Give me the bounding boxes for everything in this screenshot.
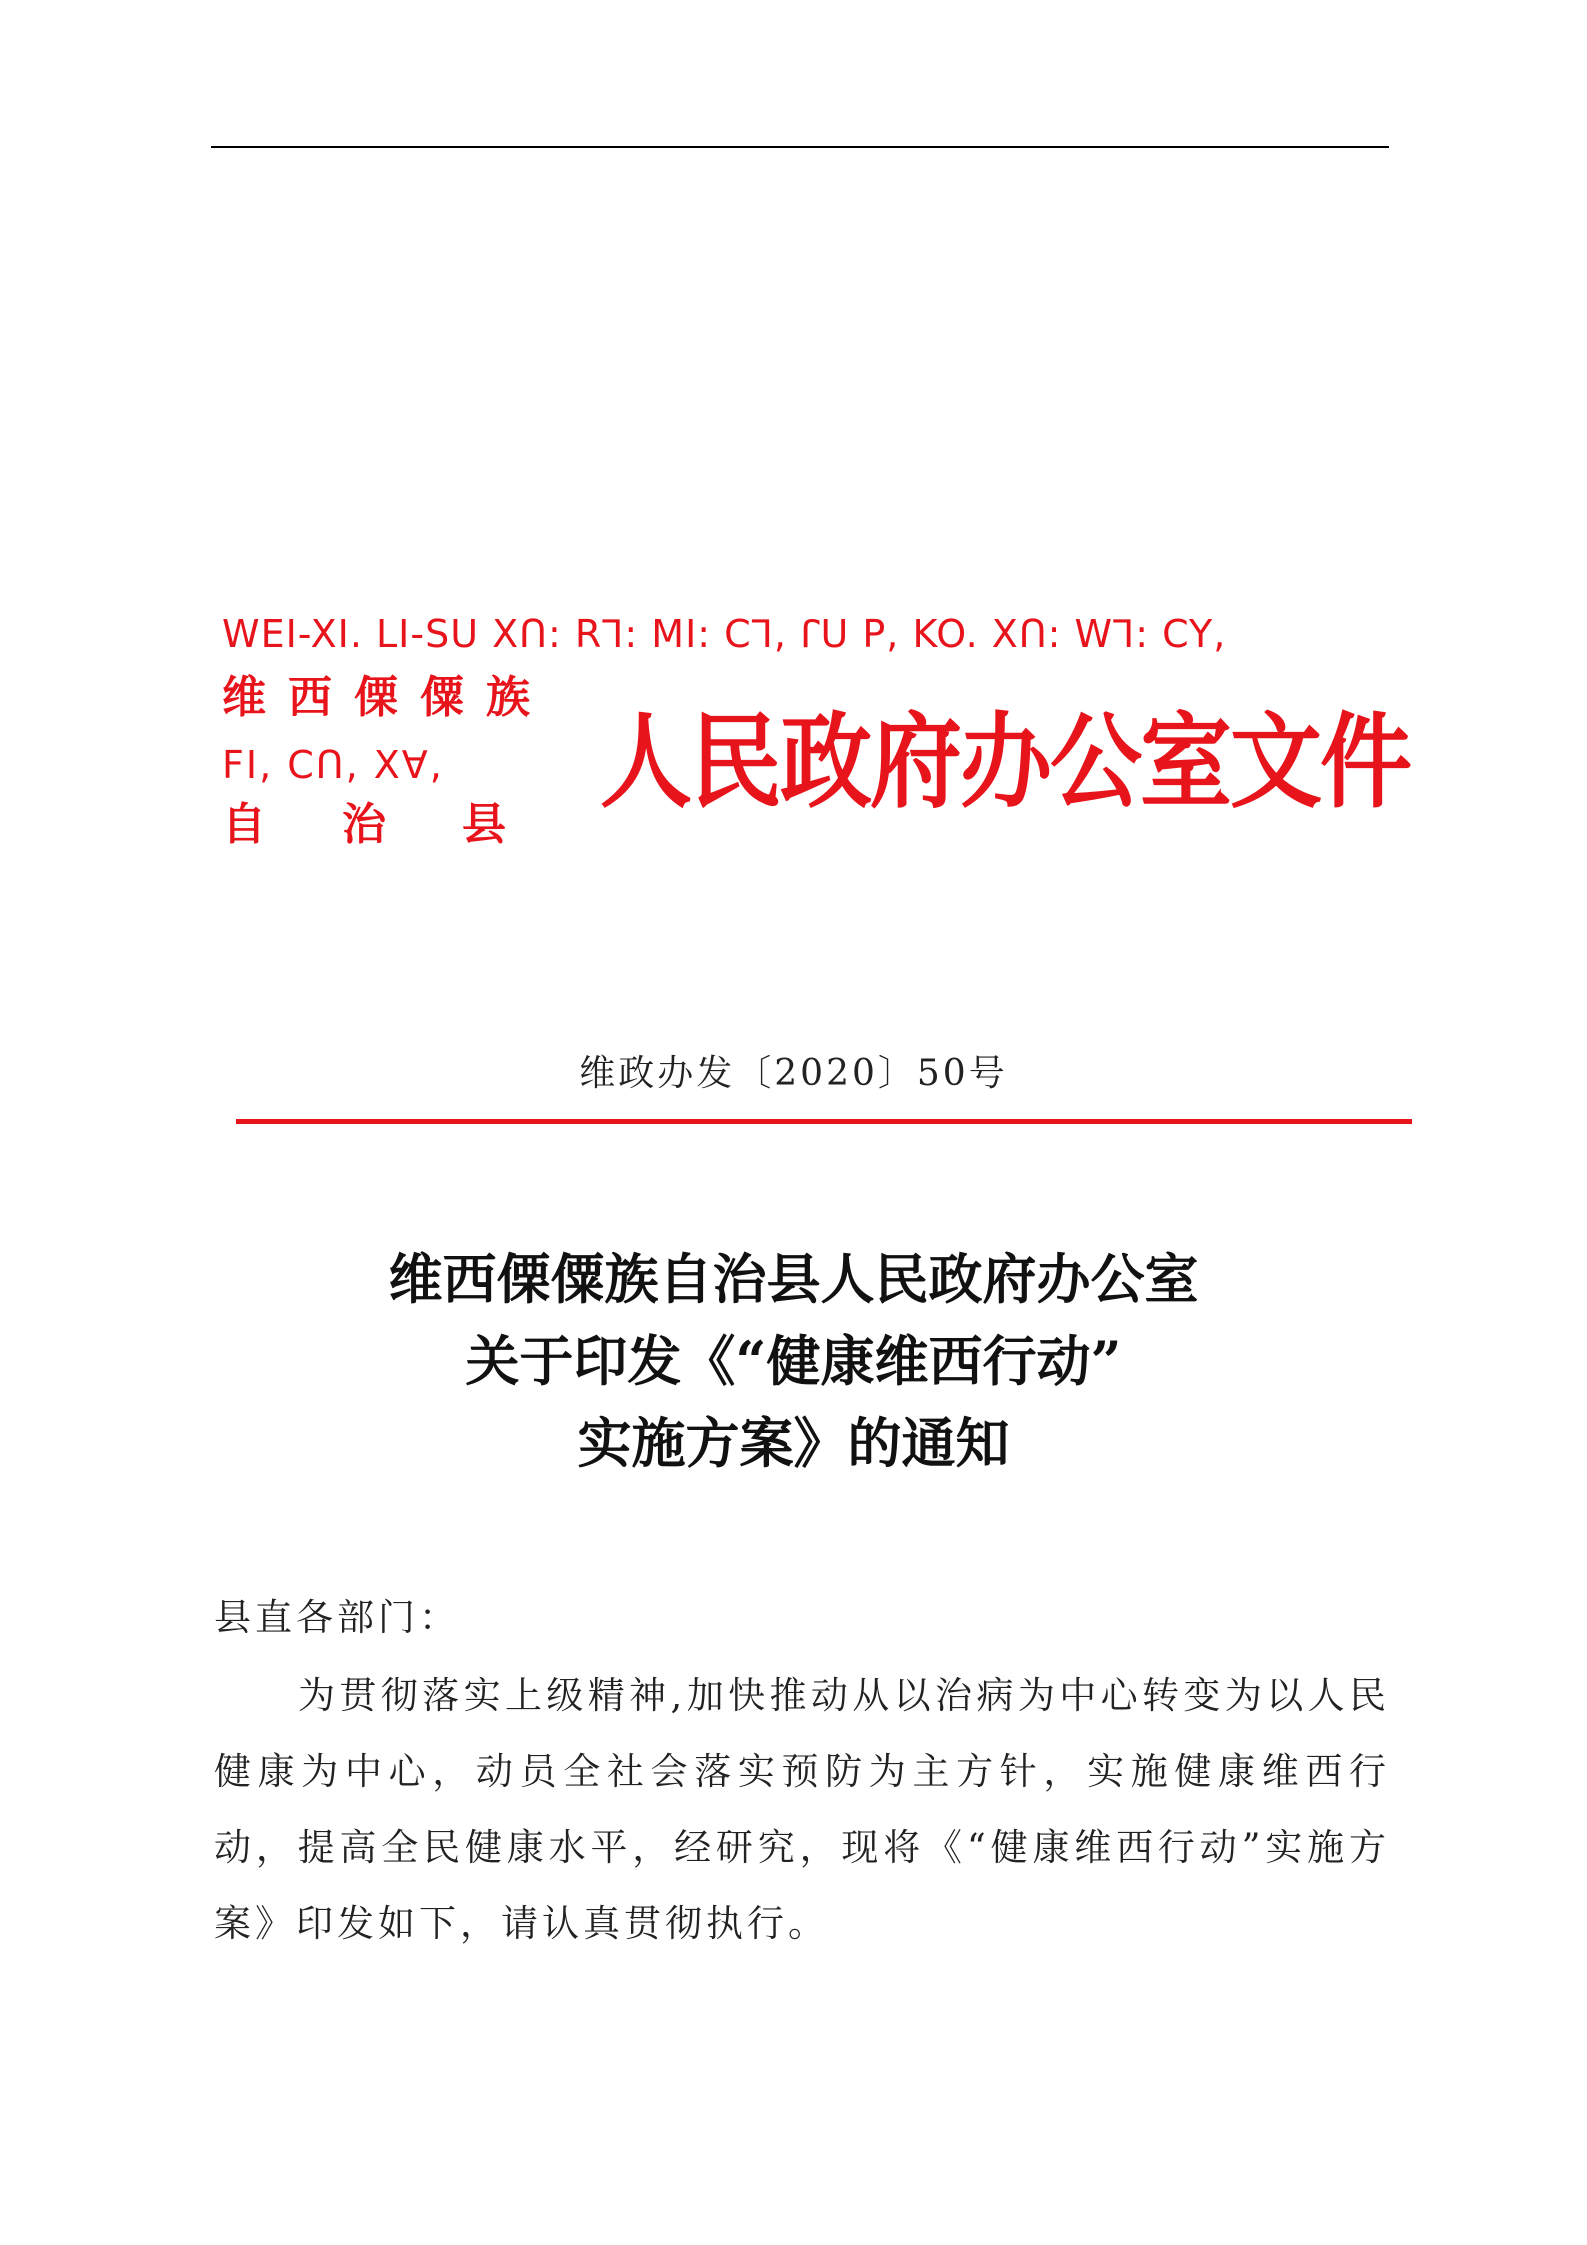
document-number: 维政办发〔2020〕50号	[579, 1053, 1008, 1094]
title-line: 关于印发《“健康维西行动”	[465, 1329, 1122, 1393]
header-top-rule	[211, 146, 1389, 148]
letterhead-office-document-title: 人民政府办公室文件	[600, 701, 1411, 823]
body-paragraph: 为贯彻落实上级精神,加快推动从以治病为中心转变为以人民健康为中心，动员全社会落实预防为主方针，实施健康维西行动，提高全民健康水平，经研究，现将《“健康维西行动”实施方案》印发如下，请认真贯彻执行。	[214, 1674, 1390, 1945]
title-line: 实施方案》的通知	[577, 1411, 1010, 1475]
document-title	[0, 1238, 1587, 1484]
red-separator-rule	[236, 1119, 1412, 1124]
title-line: 维西傈僳族自治县人民政府办公室	[388, 1247, 1199, 1311]
salutation: 县直各部门：	[214, 1596, 460, 1639]
letterhead-lisu-line-1: WEI-XI. LI-SU XՈ: Rꓶ: MI: Cꓶ, ꓩU P, KO. XՈ: Wꓶ: CY,	[222, 612, 1227, 656]
letterhead-autonomous-county: 自治县	[222, 799, 582, 850]
letterhead-lisu-line-2: FI, CՈ, Xꓯ,	[222, 743, 444, 787]
letterhead-county-name: 维西傈僳族	[222, 672, 552, 723]
